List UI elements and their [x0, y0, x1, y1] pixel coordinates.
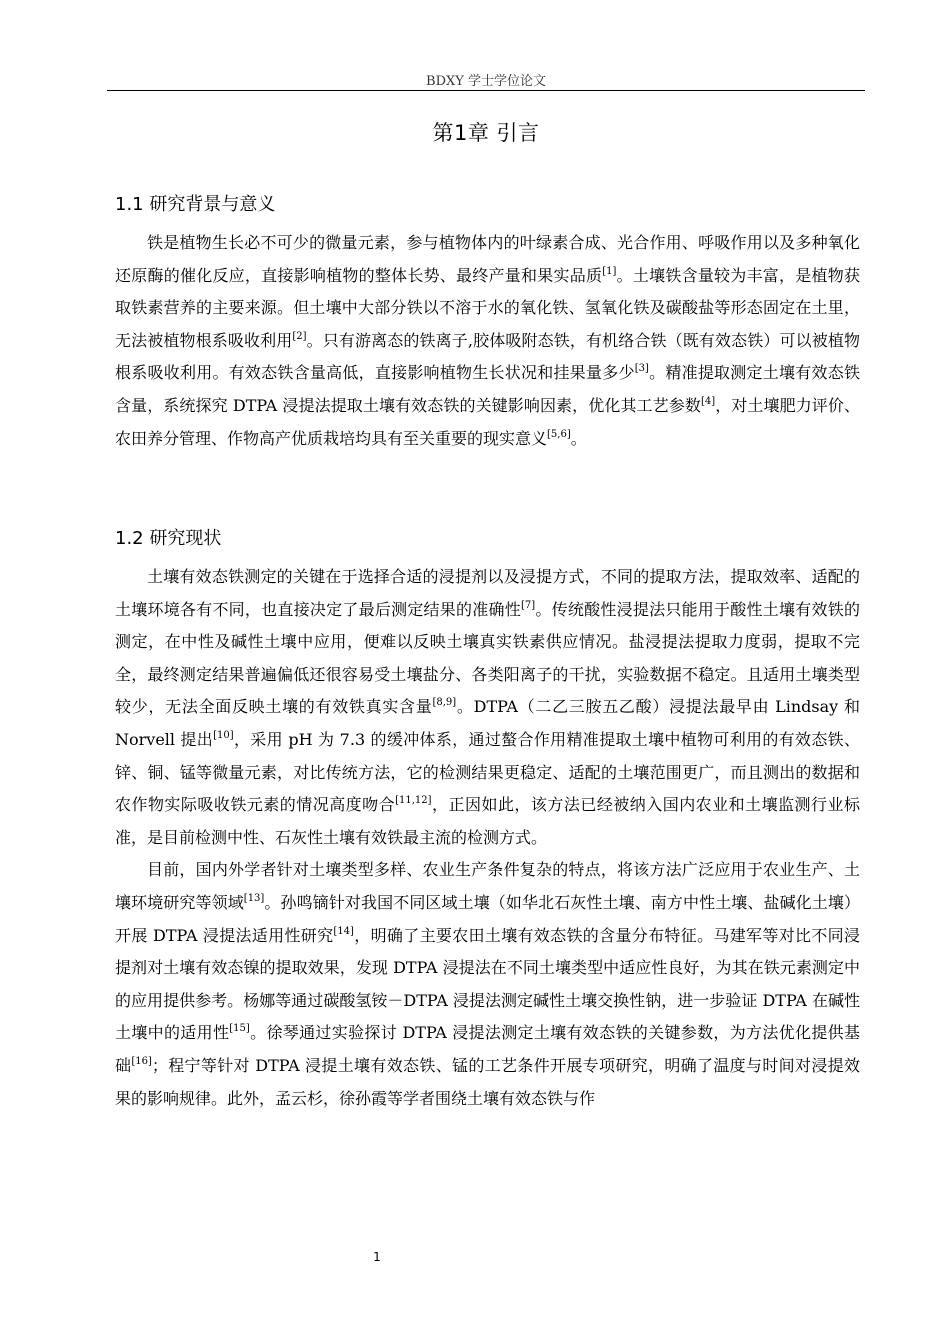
citation: [14] — [333, 925, 354, 937]
citation: [1] — [602, 265, 617, 277]
citation: [2] — [292, 330, 307, 342]
text-run: 土壤有效态铁测定的关键在于选择合适的浸提剂以及浸提方式，不同的提取方法，提取效率、适配的土壤环境各有不同，也直接决定了最后测定结果的准确性 — [115, 567, 860, 619]
citation: [7] — [521, 599, 536, 611]
text-run: ；程宁等针对 DTPA 浸提土壤有效态铁、锰的工艺条件开展专项研究，明确了温度与时间对浸提效果的影响规律。此外，孟云杉，徐孙霞等学者围绕土壤有效态铁与作 — [115, 1055, 860, 1108]
citation: [4] — [700, 395, 716, 407]
citation: [5,6] — [547, 428, 571, 440]
text-run: 。孙鸣镝针对我国不同区域土壤（如华北石灰性土壤、南方中性土壤、盐碱化土壤）开展 DTPA 浸提法适用性研究 — [115, 892, 860, 945]
chapter-title: 第1章 引言 — [432, 121, 540, 145]
page-number: 1 — [373, 1250, 381, 1264]
citation: [3] — [634, 363, 649, 375]
header-rule — [107, 90, 865, 91]
paragraph — [115, 561, 860, 854]
running-header: BDXY 学士学位论文 — [426, 74, 546, 89]
text-run: 。DTPA（二乙三胺五乙酸）浸提法最早由 Lindsay 和 Norvell 提出 — [115, 697, 860, 749]
citation: [13] — [243, 892, 265, 904]
citation: [15] — [229, 1023, 250, 1035]
text-run: 。土壤铁含量较为丰富，是植物获取铁素营养的主要来源。但土壤中大部分铁以不溶于水的氧化铁、氢氧化铁及碳酸盐等形态固定在土里，无法被植物根系吸收利用 — [115, 265, 860, 350]
citation: [10] — [213, 729, 234, 741]
text-run: 。精准提取测定土壤有效态铁含量，系统探究 DTPA 浸提法提取土壤有效态铁的关键影响因素，优化其工艺参数 — [115, 363, 860, 415]
section-heading-1-1: 1.1 研究背景与意义 — [115, 194, 276, 215]
text-run: 。只有游离态的铁离子,胶体吸附态铁，有机络合铁（既有效态铁）可以被植物根系吸收利用。有效态铁含量高低，直接影响植物生长状况和挂果量多少 — [115, 330, 860, 383]
text-run: ，正因如此，该方法已经被纳入国内农业和土壤监测行业标准，是目前检测中性、石灰性土壤有效铁最主流的检测方式。 — [115, 795, 860, 847]
text-run: 。传统酸性浸提法只能用于酸性土壤有效铁的测定，在中性及碱性土壤中应用，便难以反映土壤真实铁素供应情况。盐浸提法提取力度弱，提取不完全，最终测定结果普遍偏低还很容易受土壤盐分、各类阳离子的干扰，实验数据不稳定。且适用土壤类型较少，无法全面反映土壤的有效铁真实含量 — [115, 599, 860, 717]
section-1-2-body — [115, 561, 860, 1115]
paragraph — [115, 227, 860, 455]
text-run: ，对土壤肥力评价、农田养分管理、作物高产优质栽培均具有至关重要的现实意义 — [115, 395, 860, 448]
text-run: 目前，国内外学者针对土壤类型多样、农业生产条件复杂的特点，将该方法广泛应用于农业生产、土壤环境研究等领域 — [115, 860, 860, 912]
section-heading-1-2: 1.2 研究现状 — [115, 528, 222, 549]
text-run: ，采用 pH 为 7.3 的缓冲体系，通过螯合作用精准提取土壤中植物可利用的有效态铁、锌、铜、锰等微量元素，对比传统方法，它的检测结果更稳定、适配的土壤范围更广，而且测出的数据和农作物实际吸收铁元素的情况高度吻合 — [115, 729, 860, 815]
citation: [16] — [131, 1055, 152, 1067]
section-1-1-body — [115, 227, 860, 455]
citation: [8,9] — [432, 697, 457, 709]
text-run: ，明确了主要农田土壤有效态铁的含量分布特征。马建军等对比不同浸提剂对土壤有效态镍的提取效果，发现 DTPA 浸提法在不同土壤类型中适应性良好，为其在铁元素测定中的应用提供参考。杨娜等通过碳酸氢铵－DTPA 浸提法测定碱性土壤交换性钠，进一步验证 DTPA 在碱性土壤中的适用性 — [115, 925, 860, 1043]
text-run: 。 — [570, 428, 587, 448]
citation: [11,12] — [395, 795, 432, 807]
paragraph — [115, 854, 860, 1115]
text-run: 铁是植物生长必不可少的微量元素，参与植物体内的叶绿素合成、光合作用、呼吸作用以及多种氧化还原酶的催化反应，直接影响植物的整体长势、最终产量和果实品质 — [115, 233, 860, 285]
text-run: 。徐琴通过实验探讨 DTPA 浸提法测定土壤有效态铁的关键参数，为方法优化提供基础 — [115, 1023, 860, 1075]
